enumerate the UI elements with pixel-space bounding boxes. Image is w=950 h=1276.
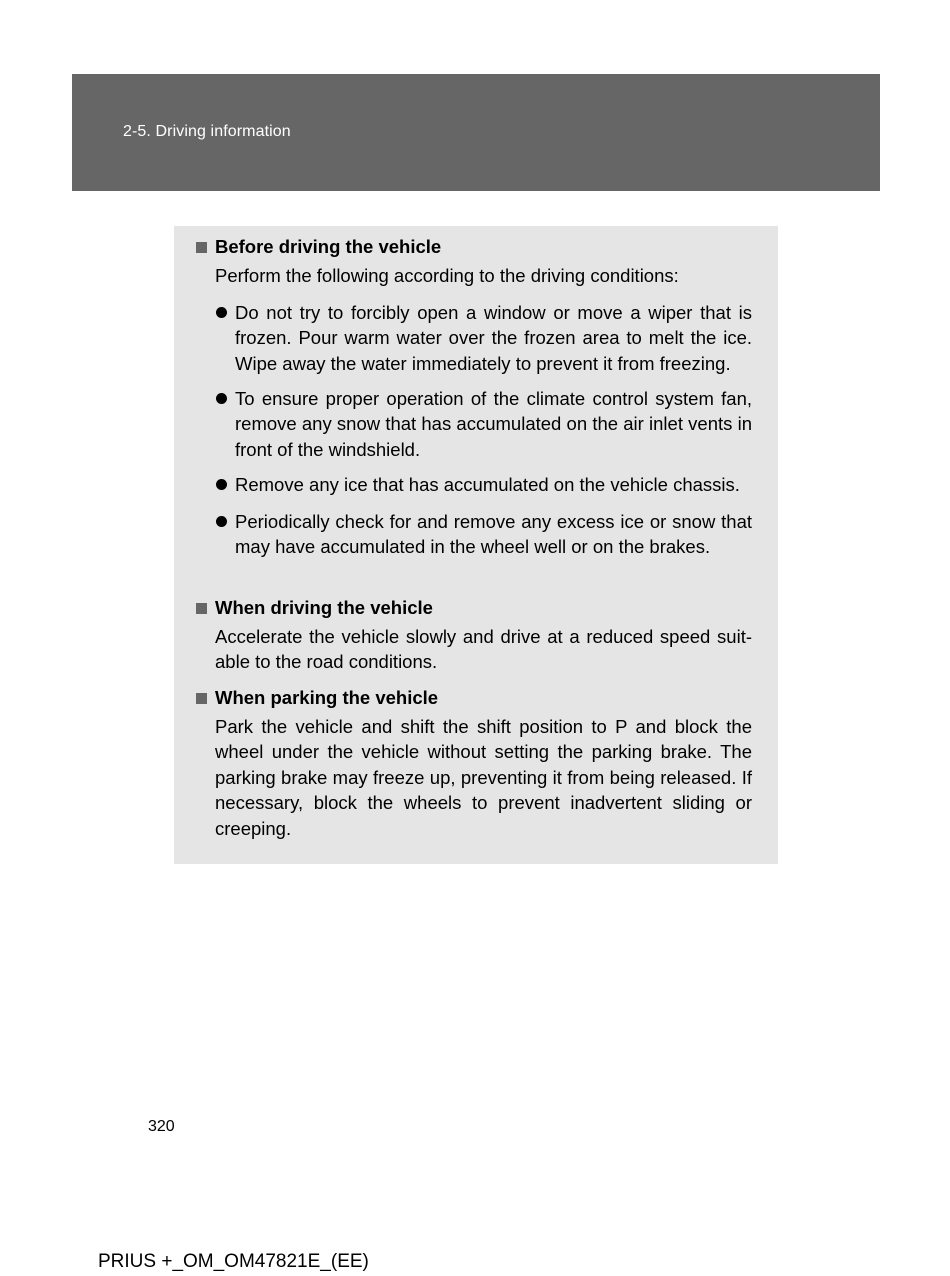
heading-text: When parking the vehicle — [215, 687, 439, 708]
list-item-text: Do not try to forcibly open a window or move a wiper that is frozen. Pour warm water over the frozen area to melt the ice. Wipe away the water immediately to prevent it from freezing. — [235, 302, 752, 374]
heading-when-parking — [196, 687, 438, 709]
intro-paragraph: Perform the following according to the driving conditions: — [215, 265, 679, 286]
heading-text: When driving the vehicle — [215, 597, 433, 618]
section-header-band — [72, 74, 880, 191]
parking-paragraph: Park the vehicle and shift the shift position to P and block the wheel under the vehicle without setting the parking brake. The parking brake may freeze up, preventing it from being released. If necessary, block the wheels to prevent inadvertent sliding or creeping. — [215, 716, 752, 839]
list-item-text: Periodically check for and remove any excess ice or snow that may have accumulated in the wheel well or on the brakes. — [235, 511, 752, 558]
list-item-text: Remove any ice that has accumulated on the vehicle chassis. — [235, 474, 740, 495]
square-bullet-icon — [196, 693, 207, 704]
driving-paragraph: Accelerate the vehicle slowly and drive at a reduced speed suit-able to the road conditions. — [215, 626, 752, 673]
heading-text: Before driving the vehicle — [215, 236, 442, 257]
heading-when-driving — [196, 597, 433, 619]
round-bullet-icon — [216, 307, 227, 318]
square-bullet-icon — [196, 603, 207, 614]
list-item-text: To ensure proper operation of the climate control system fan, remove any snow that has accumulated on the air inlet vents in front of the windshield. — [235, 388, 752, 460]
information-box — [174, 226, 778, 864]
round-bullet-icon — [216, 479, 227, 490]
square-bullet-icon — [196, 242, 207, 253]
round-bullet-icon — [216, 393, 227, 404]
document-code: PRIUS +_OM_OM47821E_(EE) — [98, 1251, 369, 1272]
page-number: 320 — [148, 1118, 175, 1135]
round-bullet-icon — [216, 516, 227, 527]
heading-before-driving — [196, 236, 441, 258]
section-title: 2-5. Driving information — [123, 123, 291, 140]
